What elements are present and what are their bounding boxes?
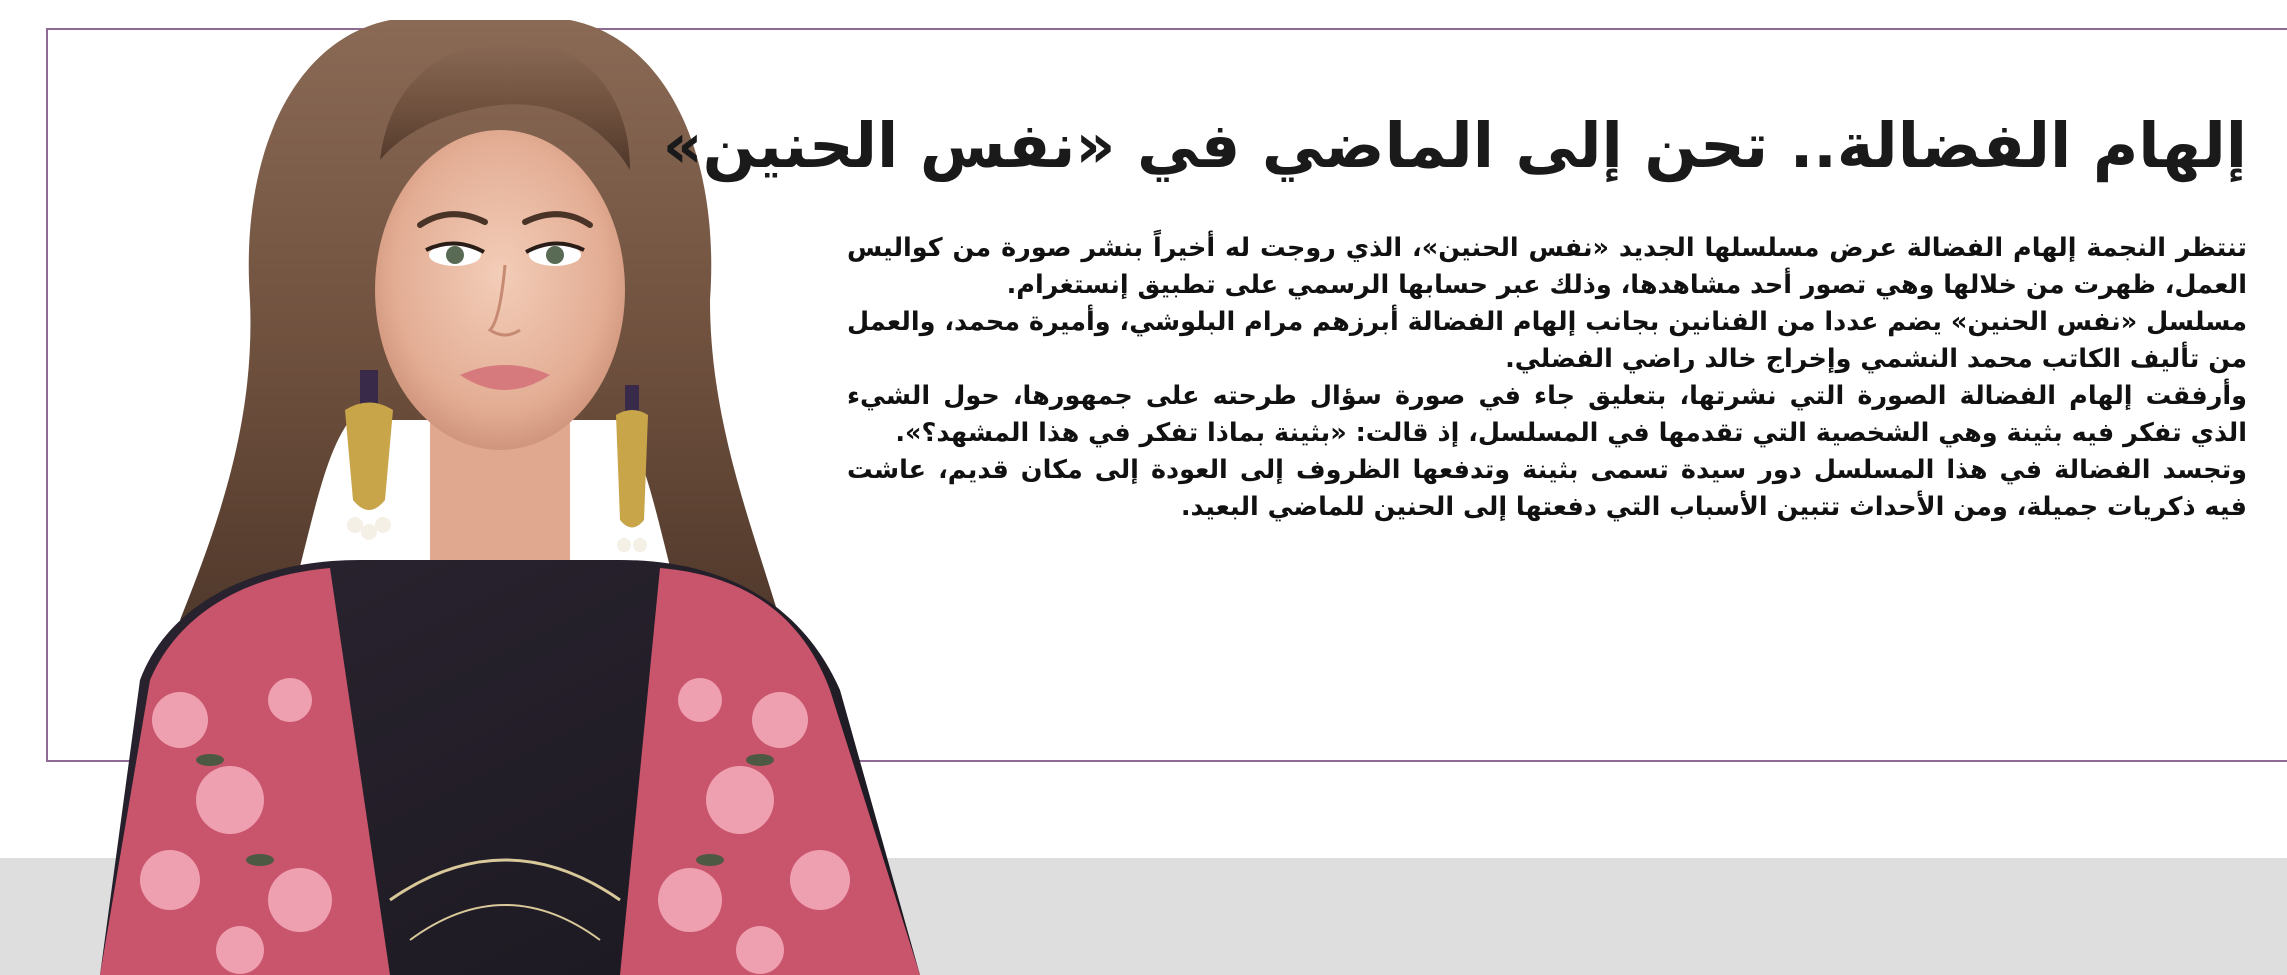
article-paragraph: مسلسل «نفس الحنين» يضم عددا من الفنانين بجانب إلهام الفضالة أبرزهم مرام البلوشي، وأميرة محمد، والعمل من تأليف الكاتب محمد النشمي وإخراج خالد راضي الفضلي. (847, 307, 2247, 374)
article-paragraph: تنتظر النجمة إلهام الفضالة عرض مسلسلها الجديد «نفس الحنين»، الذي روجت له أخيراً بنشر صورة من كواليس العمل، ظهرت من خلالها وهي تصور أحد مشاهدها، وذلك عبر حسابها الرسمي على تطبيق إنستغرام. (847, 233, 2247, 300)
article-headline: إلهام الفضالة.. تحن إلى الماضي في «نفس الحنين» (662, 109, 2247, 182)
article-paragraph: وأرفقت إلهام الفضالة الصورة التي نشرتها، بتعليق جاء في صورة سؤال طرحته على جمهورها، حول الشيء الذي تفكر فيه بثينة وهي الشخصية التي تقدمها في المسلسل، إذ قالت: «بثينة بماذا تفكر في هذا المشهد؟». (847, 381, 2247, 448)
article-body (847, 230, 2247, 526)
article-paragraph: وتجسد الفضالة في هذا المسلسل دور سيدة تسمى بثينة وتدفعها الظروف إلى العودة إلى مكان قديم، عاشت فيه ذكريات جميلة، ومن الأحداث تتبين الأسباب التي دفعتها إلى الحنين للماضي البعيد. (847, 455, 2247, 522)
